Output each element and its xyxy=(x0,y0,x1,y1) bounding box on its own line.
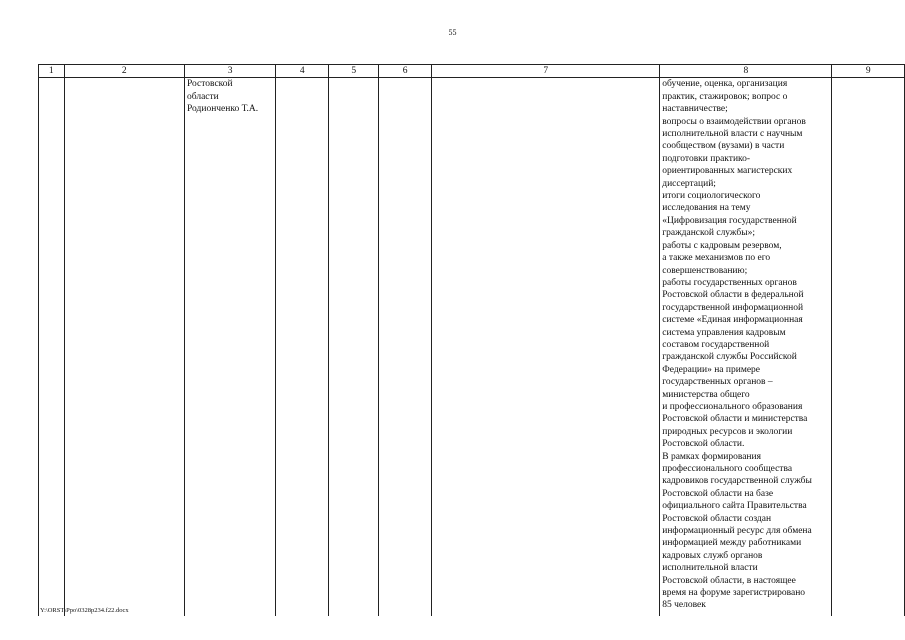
cell-col6 xyxy=(379,78,432,617)
column-header-7: 7 xyxy=(432,65,660,78)
footer-file-path: Y:\ORST\Ppo\0328p234.f22.docx xyxy=(40,607,129,614)
column-header-3: 3 xyxy=(185,65,276,78)
cell-col7 xyxy=(432,78,660,617)
cell-col2 xyxy=(64,78,184,617)
column-header-4: 4 xyxy=(276,65,329,78)
cell-responsible: Ростовской области Родионченко Т.А. xyxy=(185,78,276,617)
page-number: 55 xyxy=(448,28,457,37)
cell-col5 xyxy=(329,78,379,617)
column-header-6: 6 xyxy=(379,65,432,78)
cell-col1 xyxy=(39,78,65,617)
cell-col9 xyxy=(832,78,905,617)
column-header-1: 1 xyxy=(39,65,65,78)
column-header-5: 5 xyxy=(329,65,379,78)
document-table xyxy=(38,64,905,616)
cell-col4 xyxy=(276,78,329,617)
cell-description: обучение, оценка, организация практик, стажировок; вопрос о наставничестве; вопросы о взаимодействии органов исполнительной власти с научным сообществом (вузами) в части подготовки практико- ориентированных магистерских диссертаций; итоги социологического исследования на тему «Цифровизация государственной гражданской службы»; работы с кадровым резервом, а также механизмов по его совершенствованию; работы государственных органов Ростовской области в федеральной государственной информационной системе «Единая информационная система управления кадровым составом государственной гражданской службы Российской Федерации» на примере государственных органов – министерства общего и профессионального образования Ростовской области и министерства природных ресурсов и экологии Ростовской области. В рамках формирования профессионального сообщества кадровиков государственной службы Ростовской области на базе официального сайта Правительства Ростовской области создан информационный ресурс для обмена информацией между работниками кадровых служб органов исполнительной власти Ростовской области, в настоящее время на форуме зарегистрировано 85 человек xyxy=(660,78,832,617)
column-header-2: 2 xyxy=(64,65,184,78)
header-row xyxy=(39,65,905,78)
column-header-8: 8 xyxy=(660,65,832,78)
column-header-9: 9 xyxy=(832,65,905,78)
table-row xyxy=(39,78,905,617)
